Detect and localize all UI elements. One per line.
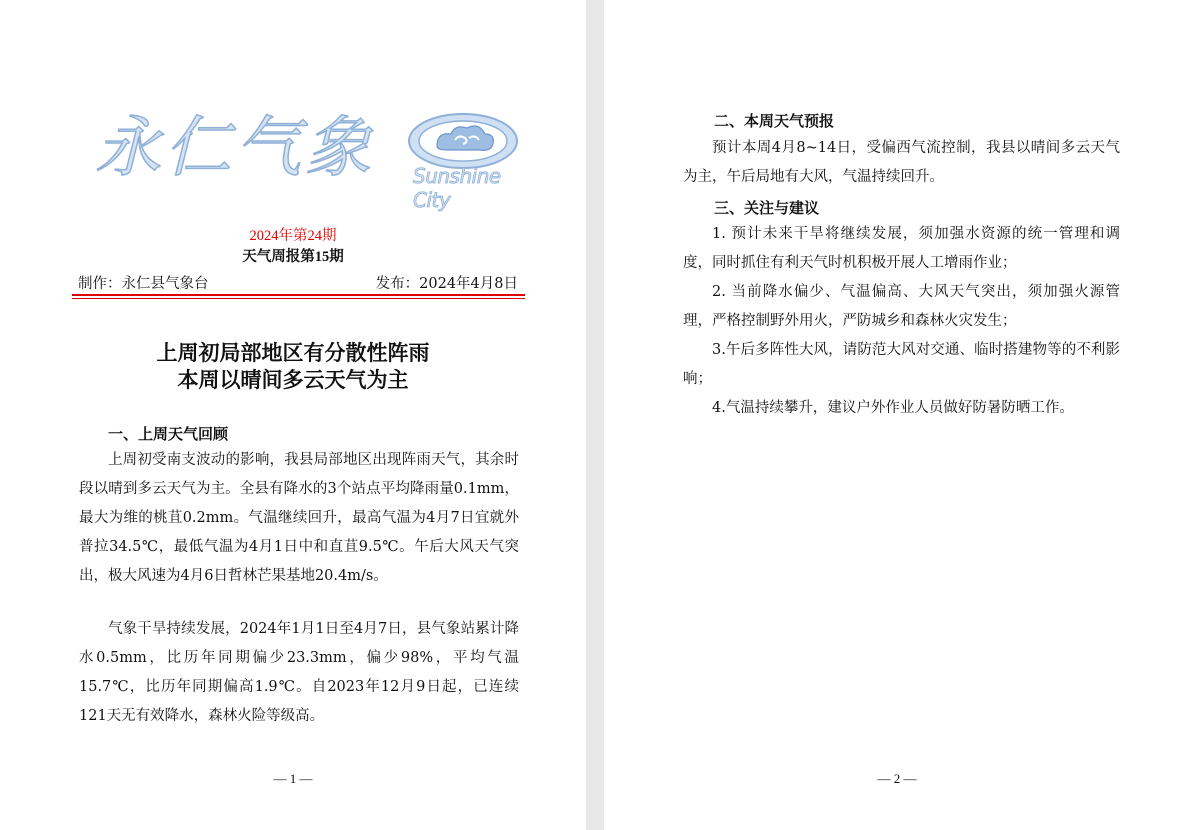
series-number: 天气周报第15期 (242, 249, 344, 265)
advice-item: 4.气温持续攀升，建议户外作业人员做好防暑防晒工作。 (712, 400, 1074, 416)
document-page-1 (0, 0, 586, 830)
advice-item: 1. 预计未来干旱将继续发展，须加强水资源的统一管理和调度，同时抓住有利天气时机积极开展人工增雨作业； (683, 226, 1120, 271)
document-page-2 (604, 0, 1190, 830)
section-title-advice: 三、关注与建议 (714, 199, 820, 217)
red-divider (72, 294, 525, 296)
advice-item: 3.午后多阵性大风，请防范大风对交通、临时搭建物等的不利影响； (683, 342, 1120, 387)
issue-number: 2024年第24期 (249, 228, 337, 244)
paragraph-forecast: 预计本周4月8~14日，受偏西气流控制，我县以晴间多云天气为主，午后局地有大风，气温持续回升。 (683, 140, 1120, 185)
page-number-1: — 1 — (273, 771, 313, 786)
logo (95, 108, 535, 212)
section-title-forecast: 二、本周天气预报 (714, 112, 835, 130)
paragraph-review-2: 气象干旱持续发展，2024年1月1日至4月7日，县气象站累计降水0.5mm，比历年同期偏少23.3mm，偏少98%，平均气温15.7℃，比历年同期偏高1.9℃。自2023年12月9日起，已连续121天无有效降水，森林火险等级高。 (79, 621, 519, 724)
headline-line-1: 上周初局部地区有分散性阵雨 (156, 340, 430, 365)
headline-line-2: 本周以晴间多云天气为主 (177, 367, 409, 392)
section-title-review: 一、上周天气回顾 (108, 425, 229, 443)
logo-subtitle: Sunshine City (413, 164, 501, 212)
paragraph-review-1: 上周初受南支波动的影响，我县局部地区出现阵雨天气，其余时段以晴到多云天气为主。全县有降水的3个站点平均降雨量0.1mm，最大为维的桃苴0.2mm。气温继续回升，最高气温为4月7日宜就外普拉34.5℃，最低气温为4月1日中和直苴9.5℃。午后大风天气突出，极大风速为4月6日哲林芒果基地20.4m/s。 (79, 452, 519, 584)
page-number-2: — 2 — (877, 771, 917, 786)
producer: 制作：永仁县气象台 (78, 276, 209, 292)
red-divider-thin (72, 298, 525, 299)
cloud-logo-icon (407, 112, 519, 170)
advice-item: 2. 当前降水偏少、气温偏高、大风天气突出，须加强火源管理，严格控制野外用火，严防城乡和森林火灾发生； (683, 284, 1120, 329)
release-date: 发布：2024年4月8日 (375, 276, 518, 292)
logo-title: 永仁气象 (95, 109, 375, 186)
